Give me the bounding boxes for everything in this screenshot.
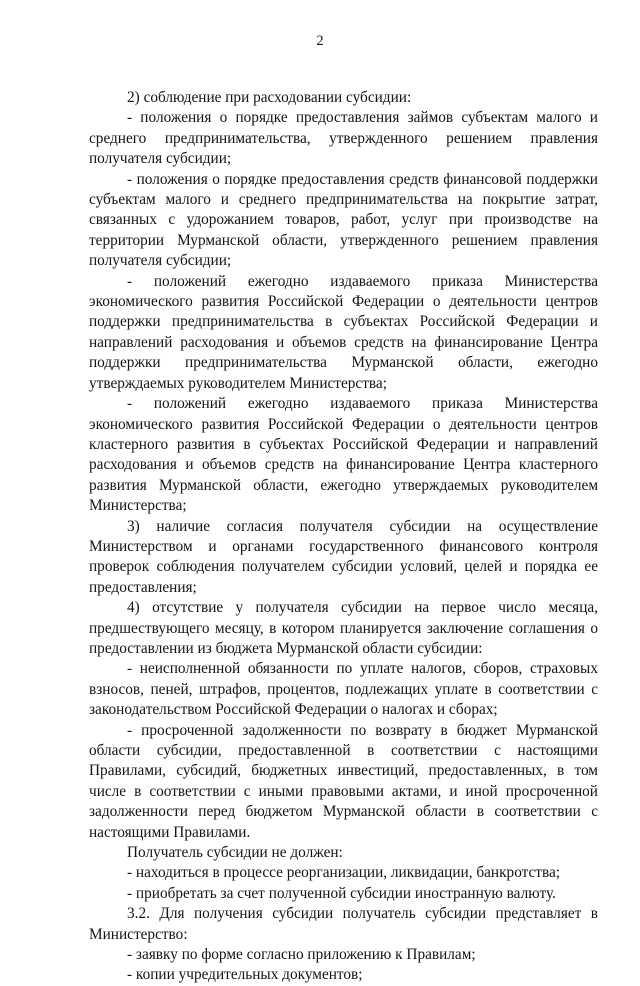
paragraph-overdue-debt: - просроченной задолженности по возврату в бюджет Мурманской области субсидии, предоставленной в соответствии с настоящими Правилами, субсидий, бюджетных инвестиций, предоставленных, в том числе в соответствии с иными правовыми актами, и иной просроченной задолженности перед бюджетом Мурманской области в соответствии с настоящими Правилами.	[89, 721, 598, 841]
paragraph-section-3-2: 3.2. Для получения субсидии получатель субсидии представляет в Министерство:	[89, 905, 598, 943]
paragraph-tax-obligations: - неисполненной обязанности по уплате налогов, сборов, страховых взносов, пеней, штрафов, процентов, подлежащих уплате в соответствии с законодательством Российской Федерации о налогах и сборах;	[89, 660, 598, 719]
paragraph-recipient-must-not: Получатель субсидии не должен:	[127, 844, 343, 862]
paragraph-business-support-center: - положений ежегодно издаваемого приказа Министерства экономического развития Российской Федерации о деятельности центров поддержки предпринимательства в субъектах Российской Федерации и направлений расходования и объемов средств на финансирование Центра поддержки предпринимательства Мурманской области, ежегодно утверждаемых руководителем Министерства;	[89, 272, 598, 392]
paragraph-financial-support: - положения о порядке предоставления средств финансовой поддержки субъектам малого и среднего предпринимательства на покрытие затрат, связанных с удорожанием товаров, работ, услуг при производстве на территории Мурманской области, утвержденного решением правления получателя субсидии;	[89, 170, 598, 270]
paragraph-cluster-development-center: - положений ежегодно издаваемого приказа Министерства экономического развития Российской Федерации о деятельности центров кластерного развития в субъектах Российской Федерации и направлений расходования и объемов средств на финансирование Центра кластерного развития Мурманской области, ежегодно утверждаемых руководителем Министерства;	[89, 395, 598, 515]
paragraph-item-4-absence: 4) отсутствие у получателя субсидии на первое число месяца, предшествующего месяцу, в котором планируется заключение соглашения о предоставлении из бюджета Мурманской области субсидии:	[89, 599, 598, 657]
paragraph-application-form: - заявку по форме согласно приложению к Правилам;	[127, 946, 476, 964]
paragraph-item-2-heading: 2) соблюдение при расходовании субсидии:	[127, 89, 412, 106]
paragraph-item-3-consent: 3) наличие согласия получателя субсидии на осуществление Министерством и органами государственного финансового контроля проверок соблюдения получателем субсидии условий, целей и порядка ее предоставления;	[89, 517, 598, 596]
paragraph-reorganization: - находиться в процессе реорганизации, ликвидации, банкротства;	[127, 864, 561, 882]
page-number: 2	[316, 33, 324, 49]
paragraph-founding-documents: - копии учредительных документов;	[127, 966, 363, 984]
paragraph-loan-provision: - положения о порядке предоставления займов субъектам малого и среднего предпринимательства, утвержденного решением правления получателя субсидии;	[89, 109, 598, 168]
document-body	[89, 88, 598, 986]
paragraph-foreign-currency: - приобретать за счет полученной субсидии иностранную валюту.	[127, 884, 556, 902]
